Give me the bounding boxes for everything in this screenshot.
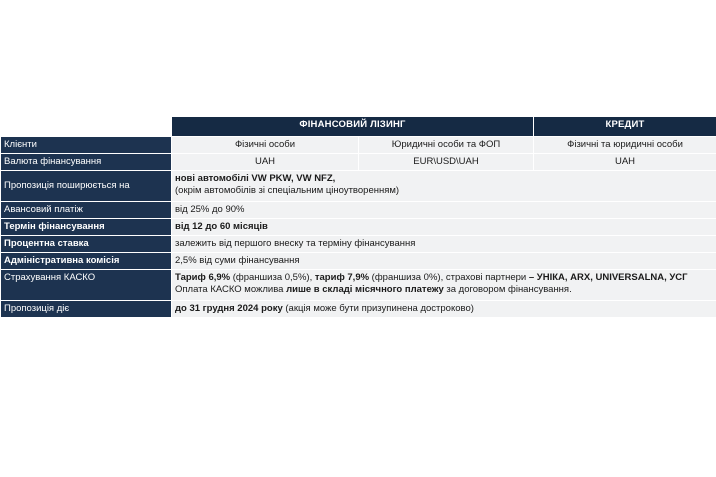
table-row-advance [1, 202, 716, 218]
currency-individuals: UAH [172, 154, 358, 170]
table-row-admin-fee [1, 253, 716, 269]
kasko-line2-post: за договором фінансування. [443, 284, 572, 295]
valid-note: (акція може бути призупинена достроково) [282, 303, 474, 314]
clients-legal: Юридичні особи та ФОП [359, 137, 533, 153]
kasko-tariff-2: тариф 7,9% [314, 272, 370, 283]
table-row-term [1, 219, 716, 235]
row-label-clients: Клієнти [1, 137, 171, 153]
currency-legal: EUR\USD\UAH [359, 154, 533, 170]
kasko-value [172, 270, 716, 300]
table-row-offer-applies [1, 171, 716, 201]
rate-value: залежить від першого внеску та терміну фінансування [172, 236, 716, 252]
offer-applies-line1: нові автомобілі VW PKW, VW NFZ, [175, 173, 336, 184]
kasko-franchise-1: (франшиза 0,5%), [230, 272, 315, 283]
offer-applies-line2: (окрім автомобілів зі спеціальним ціноутворенням) [175, 185, 400, 196]
admin-fee-value: 2,5% від суми фінансування [172, 253, 716, 269]
table-row-rate [1, 236, 716, 252]
table-header-row [1, 117, 716, 136]
offer-applies-value [172, 171, 716, 201]
row-label-rate: Процентна ставка [1, 236, 171, 252]
kasko-line2-bold: лише в складі місячного платежу [286, 284, 444, 295]
kasko-line2-pre: Оплата КАСКО можлива [175, 284, 287, 295]
clients-credit: Фізичні та юридичні особи [534, 137, 716, 153]
table-row-kasko [1, 270, 716, 300]
kasko-line2 [175, 284, 713, 296]
valid-date: до 31 грудня 2024 року [175, 303, 283, 314]
table-row-currency [1, 154, 716, 170]
row-label-offer-applies: Пропозиція поширюється на [1, 171, 171, 201]
row-label-currency: Валюта фінансування [1, 154, 171, 170]
row-label-kasko: Страхування КАСКО [1, 270, 171, 300]
kasko-franchise-2: (франшиза 0%), страхові партнери [369, 272, 529, 283]
leasing-terms-table [0, 116, 716, 318]
row-label-valid: Пропозиція діє [1, 301, 171, 317]
clients-individuals: Фізичні особи [172, 137, 358, 153]
kasko-partners: – УНІКА, ARX, UNIVERSALNA, УСГ [528, 272, 688, 283]
valid-value [172, 301, 716, 317]
row-label-term: Термін фінансування [1, 219, 171, 235]
table-row-valid [1, 301, 716, 317]
currency-credit: UAH [534, 154, 716, 170]
kasko-line1 [175, 272, 713, 284]
row-label-admin-fee: Адміністративна комісія [1, 253, 171, 269]
kasko-tariff-1: Тариф 6,9% [175, 272, 231, 283]
row-label-advance: Авансовий платіж [1, 202, 171, 218]
table-row-clients [1, 137, 716, 153]
header-financial-leasing: ФІНАНСОВИЙ ЛІЗИНГ [172, 117, 533, 136]
term-value: від 12 до 60 місяців [172, 219, 716, 235]
header-credit: КРЕДИТ [534, 117, 716, 136]
header-blank-cell [1, 117, 171, 136]
advance-value: від 25% до 90% [172, 202, 716, 218]
